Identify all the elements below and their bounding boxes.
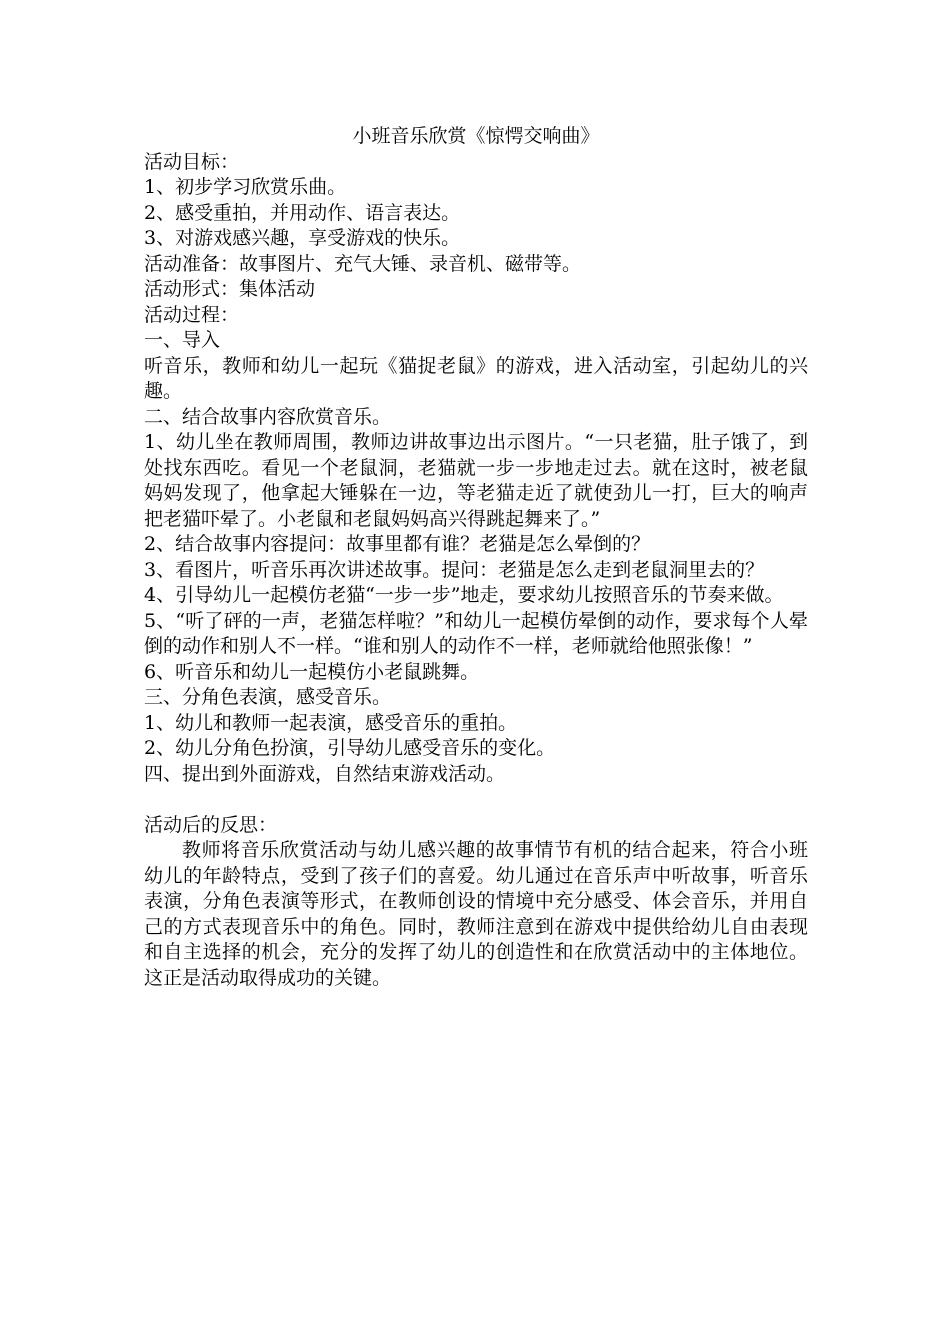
- step-heading: 四、提出到外面游戏，自然结束游戏活动。: [144, 762, 506, 785]
- step-heading: 一、导入: [144, 329, 221, 351]
- section-heading-process: 活动过程：: [144, 303, 240, 326]
- document-body: [144, 124, 808, 991]
- goal-item: 2、感受重拍，并用动作、语言表达。: [144, 201, 461, 224]
- goal-item: 1、初步学习欣赏乐曲。: [144, 176, 347, 198]
- step-heading: 二、结合故事内容欣赏音乐。: [144, 405, 392, 428]
- format-line: 活动形式：集体活动: [144, 278, 316, 300]
- preparation-line: 活动准备：故事图片、充气大锤、录音机、磁带等。: [144, 252, 582, 275]
- paragraph: 听音乐，教师和幼儿一起玩《猫捉老鼠》的游戏，进入活动室，引起幼儿的兴趣。: [144, 354, 808, 402]
- reflection-paragraph: 教师将音乐欣赏活动与幼儿感兴趣的故事情节有机的结合起来，符合小班幼儿的年龄特点，受到了孩子们的喜爱。幼儿通过在音乐声中听故事，听音乐表演，分角色表演等形式，在教师创设的情境中充分感受、体会音乐，并用自己的方式表现音乐中的角色。同时，教师注意到在游戏中提供给幼儿自由表现和自主选择的机会，充分的发挥了幼儿的创造性和在欣赏活动中的主体地位。这正是活动取得成功的关键。: [144, 839, 808, 989]
- paragraph: 2、结合故事内容提问：故事里都有谁？老猫是怎么晕倒的？: [144, 533, 651, 555]
- paragraph: 1、幼儿和教师一起表演，感受音乐的重拍。: [144, 711, 518, 734]
- blank-line: [144, 787, 808, 813]
- paragraph: 6、听音乐和幼儿一起模仿小老鼠跳舞。: [144, 660, 480, 683]
- paragraph: 1、幼儿坐在教师周围，教师边讲故事边出示图片。“一只老猫，肚子饿了，到处找东西吃。看见一个老鼠洞，老猫就一步一步地走过去。就在这时，被老鼠妈妈发现了，他拿起大锤躲在一边，等老猫走近了就使劲儿一打，巨大的响声把老猫吓晕了。小老鼠和老鼠妈妈高兴得跳起舞来了。”: [144, 431, 808, 530]
- paragraph: 4、引导幼儿一起模仿老猫“一步一步”地走，要求幼儿按照音乐的节奏来做。: [144, 584, 784, 606]
- paragraph: 3、看图片，听音乐再次讲述故事。提问：老猫是怎么走到老鼠洞里去的？: [144, 558, 765, 581]
- goal-item: 3、对游戏感兴趣，享受游戏的快乐。: [144, 227, 461, 249]
- reflection-heading: 活动后的反思：: [144, 813, 278, 836]
- step-heading: 三、分角色表演，感受音乐。: [144, 686, 392, 708]
- paragraph: 5、“听了砰的一声，老猫怎样啦？”和幼儿一起模仿晕倒的动作，要求每个人晕倒的动作和别人不一样。“谁和别人的动作不一样，老师就给他照张像！”: [144, 609, 808, 657]
- section-heading-goals: 活动目标：: [144, 150, 240, 173]
- paragraph: 2、幼儿分角色扮演，引导幼儿感受音乐的变化。: [144, 737, 556, 759]
- document-title: 小班音乐欣赏《惊愕交响曲》: [352, 125, 600, 147]
